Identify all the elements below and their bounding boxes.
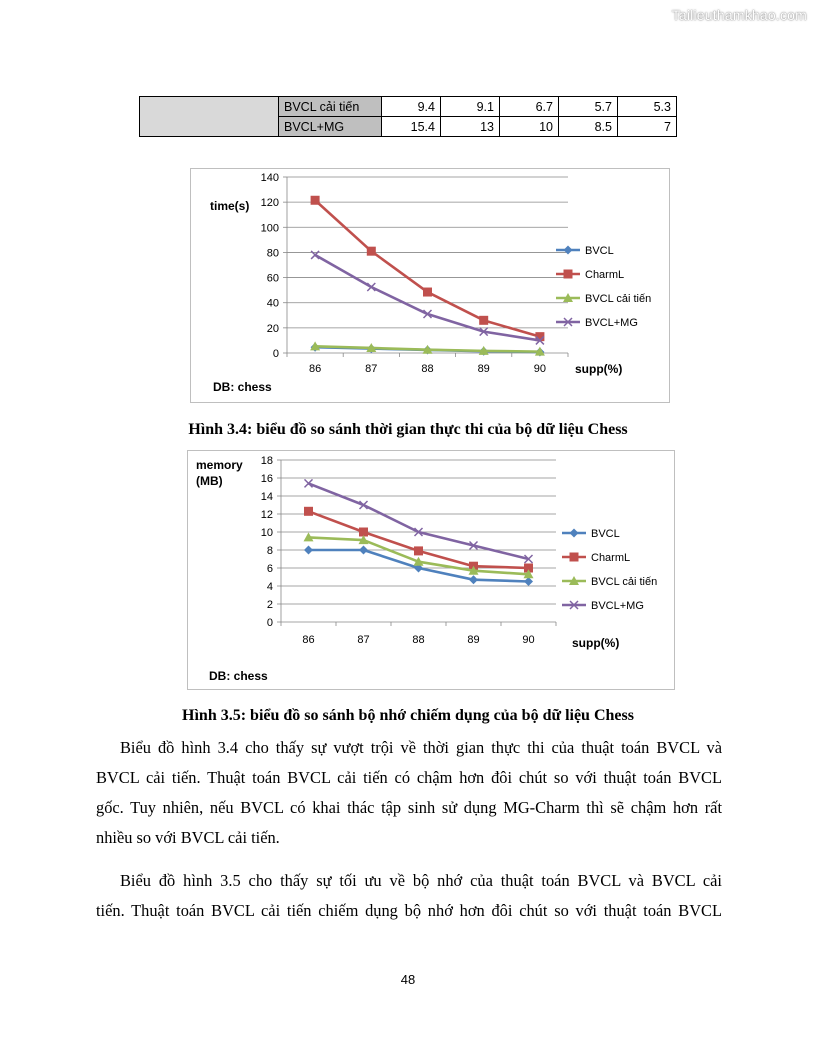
table-cell: 15.4	[382, 117, 441, 137]
table-cell: 10	[500, 117, 559, 137]
table-cell: 6.7	[500, 97, 559, 117]
y-tick-label: 20	[266, 322, 279, 335]
table-cell: 8.5	[559, 117, 618, 137]
memory-chart-svg	[188, 451, 674, 689]
table-cell: 9.1	[441, 97, 500, 117]
y-tick-label: 60	[266, 272, 279, 285]
table-row-label: BVCL cải tiến	[279, 97, 382, 117]
legend-label: CharmL	[591, 552, 631, 564]
table-empty-cell	[140, 97, 279, 137]
table-cell: 5.7	[559, 97, 618, 117]
y-tick-label: 8	[266, 545, 273, 557]
y-tick-label: 6	[266, 563, 273, 575]
y-tick-label: 16	[260, 473, 273, 485]
legend-label: BVCL	[585, 245, 614, 257]
x-tick-label: 89	[477, 363, 490, 375]
y-tick-label: 14	[260, 491, 273, 503]
y-tick-label: 100	[260, 222, 279, 235]
square-marker	[479, 316, 488, 325]
diamond-marker	[570, 529, 579, 538]
table-row	[140, 97, 677, 117]
y-tick-label: 140	[260, 172, 279, 184]
y-tick-label: 80	[266, 247, 279, 260]
legend-label: BVCL cải tiến	[585, 293, 652, 305]
diamond-marker	[359, 546, 368, 555]
legend-label: BVCL	[591, 528, 620, 540]
paragraph-line: Biểu đồ hình 3.5 cho thấy sự tối ưu về bộ nhớ của thuật toán BVCL và BVCL cải	[120, 871, 722, 890]
y-tick-label: 4	[266, 581, 273, 593]
table-cell: 7	[618, 117, 677, 137]
results-table	[139, 96, 677, 137]
watermark: Tailieuthamkhao.com	[671, 7, 807, 23]
square-marker	[564, 270, 573, 279]
table-cell: 5.3	[618, 97, 677, 117]
paragraph-2	[96, 866, 722, 926]
y-tick-label: 12	[260, 509, 273, 521]
diamond-marker	[469, 575, 478, 584]
memory-chart	[187, 450, 675, 690]
x-tick-label: 90	[522, 634, 535, 646]
x-tick-label: 88	[421, 363, 434, 375]
paragraph-line: tiến. Thuật toán BVCL cải tiến chiếm dụng bộ nhớ hơn đôi chút so với thuật toán BVCL	[96, 901, 722, 920]
diamond-marker	[564, 246, 573, 255]
y-axis-title: time(s)	[210, 199, 250, 213]
x-tick-label: 89	[467, 634, 480, 646]
diamond-marker	[304, 546, 313, 555]
y-axis-title: (MB)	[196, 474, 223, 488]
x-axis-title: supp(%)	[572, 636, 620, 650]
x-tick-label: 86	[308, 363, 322, 375]
y-tick-label: 2	[266, 599, 273, 611]
database-note: DB: chess	[213, 380, 272, 394]
paragraph-1	[96, 733, 722, 853]
series-line	[315, 200, 540, 336]
legend-label: BVCL+MG	[591, 600, 644, 612]
square-marker	[414, 546, 423, 555]
y-tick-label: 120	[260, 197, 279, 210]
square-marker	[423, 288, 432, 297]
figure-caption-3-5: Hình 3.5: biểu đồ so sánh bộ nhớ chiếm dụng của bộ dữ liệu Chess	[182, 707, 634, 724]
paragraph-line: BVCL cải tiến. Thuật toán BVCL cải tiến có chậm hơn đôi chút so với thuật toán BVCL	[96, 768, 722, 787]
x-axis-title: supp(%)	[575, 362, 623, 376]
y-axis-title: memory	[196, 458, 243, 472]
legend-label: BVCL cải tiến	[591, 576, 658, 588]
square-marker	[304, 507, 313, 516]
y-tick-label: 0	[266, 617, 273, 629]
x-tick-label: 90	[533, 363, 547, 375]
table-cell: 9.4	[382, 97, 441, 117]
time-chart-svg	[191, 169, 669, 402]
x-tick-label: 87	[357, 634, 370, 646]
square-marker	[570, 553, 579, 562]
figure-caption-3-4: Hình 3.4: biểu đồ so sánh thời gian thực thi của bộ dữ liệu Chess	[188, 421, 628, 438]
paragraph-line: nhiều so với BVCL cải tiến.	[96, 828, 280, 847]
x-tick-label: 86	[302, 634, 315, 646]
paragraph-line: gốc. Tuy nhiên, nếu BVCL có khai thác tập sinh sử dụng MG-Charm thì sẽ chậm hơn rất	[96, 798, 722, 817]
x-tick-label: 87	[365, 363, 378, 375]
legend-label: CharmL	[585, 269, 625, 281]
y-tick-label: 18	[260, 455, 273, 467]
diamond-marker	[524, 577, 533, 586]
time-chart	[190, 168, 670, 403]
square-marker	[367, 247, 376, 256]
table-cell: 13	[441, 117, 500, 137]
y-tick-label: 10	[260, 527, 273, 539]
y-tick-label: 0	[272, 348, 279, 360]
y-tick-label: 40	[266, 297, 279, 310]
square-marker	[311, 196, 320, 205]
legend-label: BVCL+MG	[585, 317, 638, 329]
page-number: 48	[400, 972, 416, 987]
table-row-label: BVCL+MG	[279, 117, 382, 137]
x-tick-label: 88	[412, 634, 425, 646]
paragraph-line: Biểu đồ hình 3.4 cho thấy sự vượt trội về thời gian thực thi của thuật toán BVCL và	[120, 738, 722, 757]
database-note: DB: chess	[209, 669, 268, 683]
